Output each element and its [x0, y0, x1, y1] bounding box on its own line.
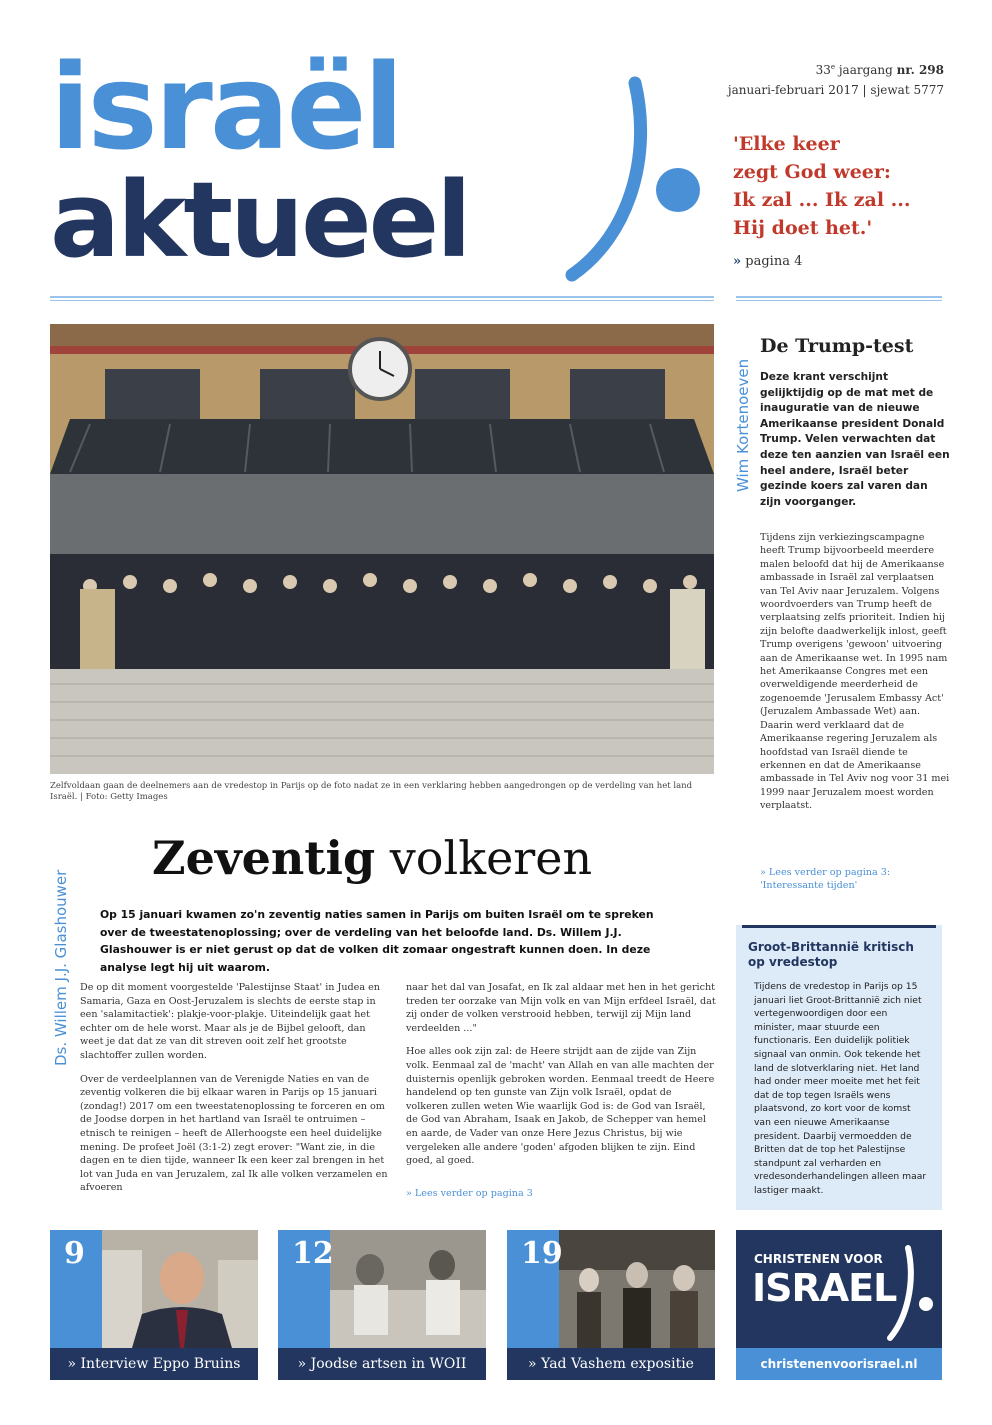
teaser-label: » Interview Eppo Bruins — [50, 1348, 258, 1380]
sidebar-lead: Deze krant verschijnt gelijktijdig op de mat met de inauguratie van de nieuwe Amerikaanse president Donald Trump. Velen verwachten dat deze ten aanzien van Israël een heel andere, Israël beter gezinde koers zal varen dan zijn voorganger. — [760, 371, 950, 508]
quote-line: Ik zal ... Ik zal ... — [733, 189, 911, 211]
sidebar-author: Wim Kortenoeven — [734, 358, 752, 492]
teaser-label: » Joodse artsen in WOII — [278, 1348, 486, 1380]
article-paragraph: naar het dal van Josafat, en Ik zal aldaar met hen in het gericht treden ter oorzake van Mijn volk en van Mijn erfdeel Israël, dat zij onder de volken verstrooid hebben, terwijl zij Mijn land verdeelden ..." — [406, 982, 716, 1034]
article-author: Ds. Willem J.J. Glashouwer — [52, 869, 70, 1066]
issue-date: januari-februari 2017 | sjewat 5777 — [727, 83, 944, 97]
issue-info — [728, 57, 944, 100]
teaser-label: » Yad Vashem expositie — [507, 1348, 715, 1380]
archive-photo — [330, 1230, 486, 1348]
archive-photo — [559, 1230, 715, 1348]
article-column-1 — [80, 981, 390, 1205]
article-column-2 — [406, 981, 716, 1178]
portrait-photo — [102, 1230, 258, 1348]
issue-number: nr. 298 — [896, 63, 944, 77]
quote-page-ref: pagina 4 — [745, 254, 803, 269]
headline-bold: Zeventig — [152, 831, 376, 885]
quote-line: Hij doet het.' — [733, 217, 873, 239]
article-lead: Op 15 januari kwamen zo'n zeventig naties samen in Parijs om buiten Israël om te spreken over de tweestatenoplossing; over de verdeling van het beloofde land. Ds. Willem J.J. Glashouwer is er niet gerust op dat de volken dit zomaar ongestraft kunnen doen. In deze analyse legt hij uit waarom. — [100, 908, 654, 974]
pull-quote — [733, 130, 963, 242]
brand-line-1: CHRISTENEN VOOR — [754, 1252, 883, 1266]
article-paragraph: De op dit moment voorgestelde 'Palestijnse Staat' in Judea en Samaria, Gaza en Oost-Jeruzalem is slechts de eerste stap in een 'salamitactiek': plakje-voor-plakje. Uiteindelijk gaat het echter om de hele worst. Maar als je de Bijbel gelooft, dan weet je dat dat ze van dit streven ooit zelf het grootste slachtoffer zullen worden. — [80, 982, 380, 1061]
headline-light: volkeren — [389, 831, 593, 885]
logo-slash-dot-icon — [560, 75, 710, 285]
quote-line: zegt God weer: — [733, 161, 891, 183]
article-read-more-link[interactable]: » Lees verder op pagina 3 — [406, 1188, 533, 1199]
issue-volume: 33 — [815, 63, 831, 77]
article-paragraph: Hoe alles ook zijn zal: de Heere strijdt aan de zijde van Zijn volk. Eenmaal zal de 'macht' van Allah en van alle machten der duisternis openlijk gebroken worden. Eenmaal treedt de Heere handelend op ten gunste van Zijn volk Israël, opdat de volkeren zullen weten Wie waarlijk God is: de God van Israël, de God van Abraham, Isaak en Jakob, de Schepper van hemel en aarde, de Vader van onze Here Jezus Christus, bij wie vergeleken alle andere 'goden' afgoden blijken te zijn. Eind goed, al goed. — [406, 1046, 715, 1167]
divider — [736, 296, 942, 301]
brand-url-link[interactable]: christenenvoorisrael.nl — [736, 1348, 942, 1380]
teaser-yad-vashem[interactable] — [507, 1230, 715, 1380]
brand-slash-icon — [886, 1244, 936, 1344]
teaser-page-number: 9 — [64, 1236, 85, 1271]
divider — [50, 296, 714, 301]
brand-block[interactable] — [736, 1230, 942, 1380]
teaser-page-number: 19 — [521, 1236, 563, 1271]
quote-line: 'Elke keer — [733, 133, 840, 155]
masthead-line-2: aktueel — [50, 159, 469, 281]
quote-page-link[interactable] — [733, 254, 802, 269]
chevron-right-icon: » — [733, 254, 742, 269]
info-box-title: Groot-Brittannië kritisch op vredestop — [742, 925, 936, 970]
masthead-line-1: israël — [50, 38, 401, 176]
summit-photo — [50, 324, 714, 774]
brand-line-2: ISRAEL — [752, 1266, 897, 1310]
sidebar-body: Tijdens zijn verkiezingscampagne heeft Trump bijvoorbeeld meerdere malen beloofd dat hij de Amerikaanse ambassade in Israël zal verplaatsen van Tel Aviv naar Jeruzalem. Volgens woordvoerders van Trump heeft de verplaatsing zelfs prioriteit. Indien hij zijn belofte daadwerkelijk inlost, geeft Trump overigens 'gewoon' uitvoering aan de Amerikaanse wet. In 1995 nam het Amerikaanse Congres met een overweldigende meerderheid de zogenoemde 'Jerusalem Embassy Act' (Jeruzalem Ambassade Wet) aan. Daarin werd verklaard dat de Amerikaanse regering Jeruzalem als hoofdstad van Israël diende te erkennen en dat de Amerikaanse ambassade in Tel Aviv nog voor 31 mei 1999 naar Jeruzalem moest worden verplaatst. — [760, 532, 950, 812]
info-box-body: Tijdens de vredestop in Parijs op 15 januari liet Groot-Brittannië zich niet vertegenwoordigen door een minister, maar stuurde een functionaris. Een duidelijk politiek signaal van onmin. Ook tekende het land de slotverklaring niet. Het land had onder meer moeite met het feit dat de top tegen Israëls wens plaatsvond, zo kort voor de komst van een nieuwe Amerikaanse president. Daarbij vermoedden de Britten dat de top het Palestijnse standpunt zal verharden en vredesonderhandelingen alleen maar lastiger maakt. — [754, 981, 927, 1196]
photo-caption: Zelfvoldaan gaan de deelnemers aan de vredestop in Parijs op de foto nadat ze in een verklaring hebben aangedrongen op de verdeling van het land Israël. | Foto: Getty Images — [50, 781, 693, 802]
info-box — [736, 925, 942, 1210]
teaser-interview[interactable] — [50, 1230, 258, 1380]
sidebar-title: De Trump-test — [760, 335, 914, 357]
article-headline — [152, 830, 592, 886]
teaser-page-number: 12 — [292, 1236, 334, 1271]
issue-volume-sup: e — [830, 63, 835, 71]
sidebar-read-more-link[interactable]: » Lees verder op pagina 3: 'Interessante tijden' — [760, 867, 891, 891]
article-paragraph: Over de verdeelplannen van de Verenigde Naties en van de zeventig volkeren die bij elkaar waren in Parijs op 15 januari (zondag!) 2017 om een tweestatenoplossing te forceren en om de Joodse dorpen in het hartland van Israël te ontruimen – etnisch te reinigen – heeft de Allerhoogste een heel duidelijke mening. De profeet Joël (3:1-2) zegt erover: "Want zie, in die dagen en te dien tijde, wanneer Ik een keer zal brengen in het lot van Juda en van Jeruzalem, zal Ik alle volken verzamelen en afvoeren — [80, 1073, 388, 1194]
teaser-doctors[interactable] — [278, 1230, 486, 1380]
issue-volume-label: jaargang — [835, 63, 897, 77]
